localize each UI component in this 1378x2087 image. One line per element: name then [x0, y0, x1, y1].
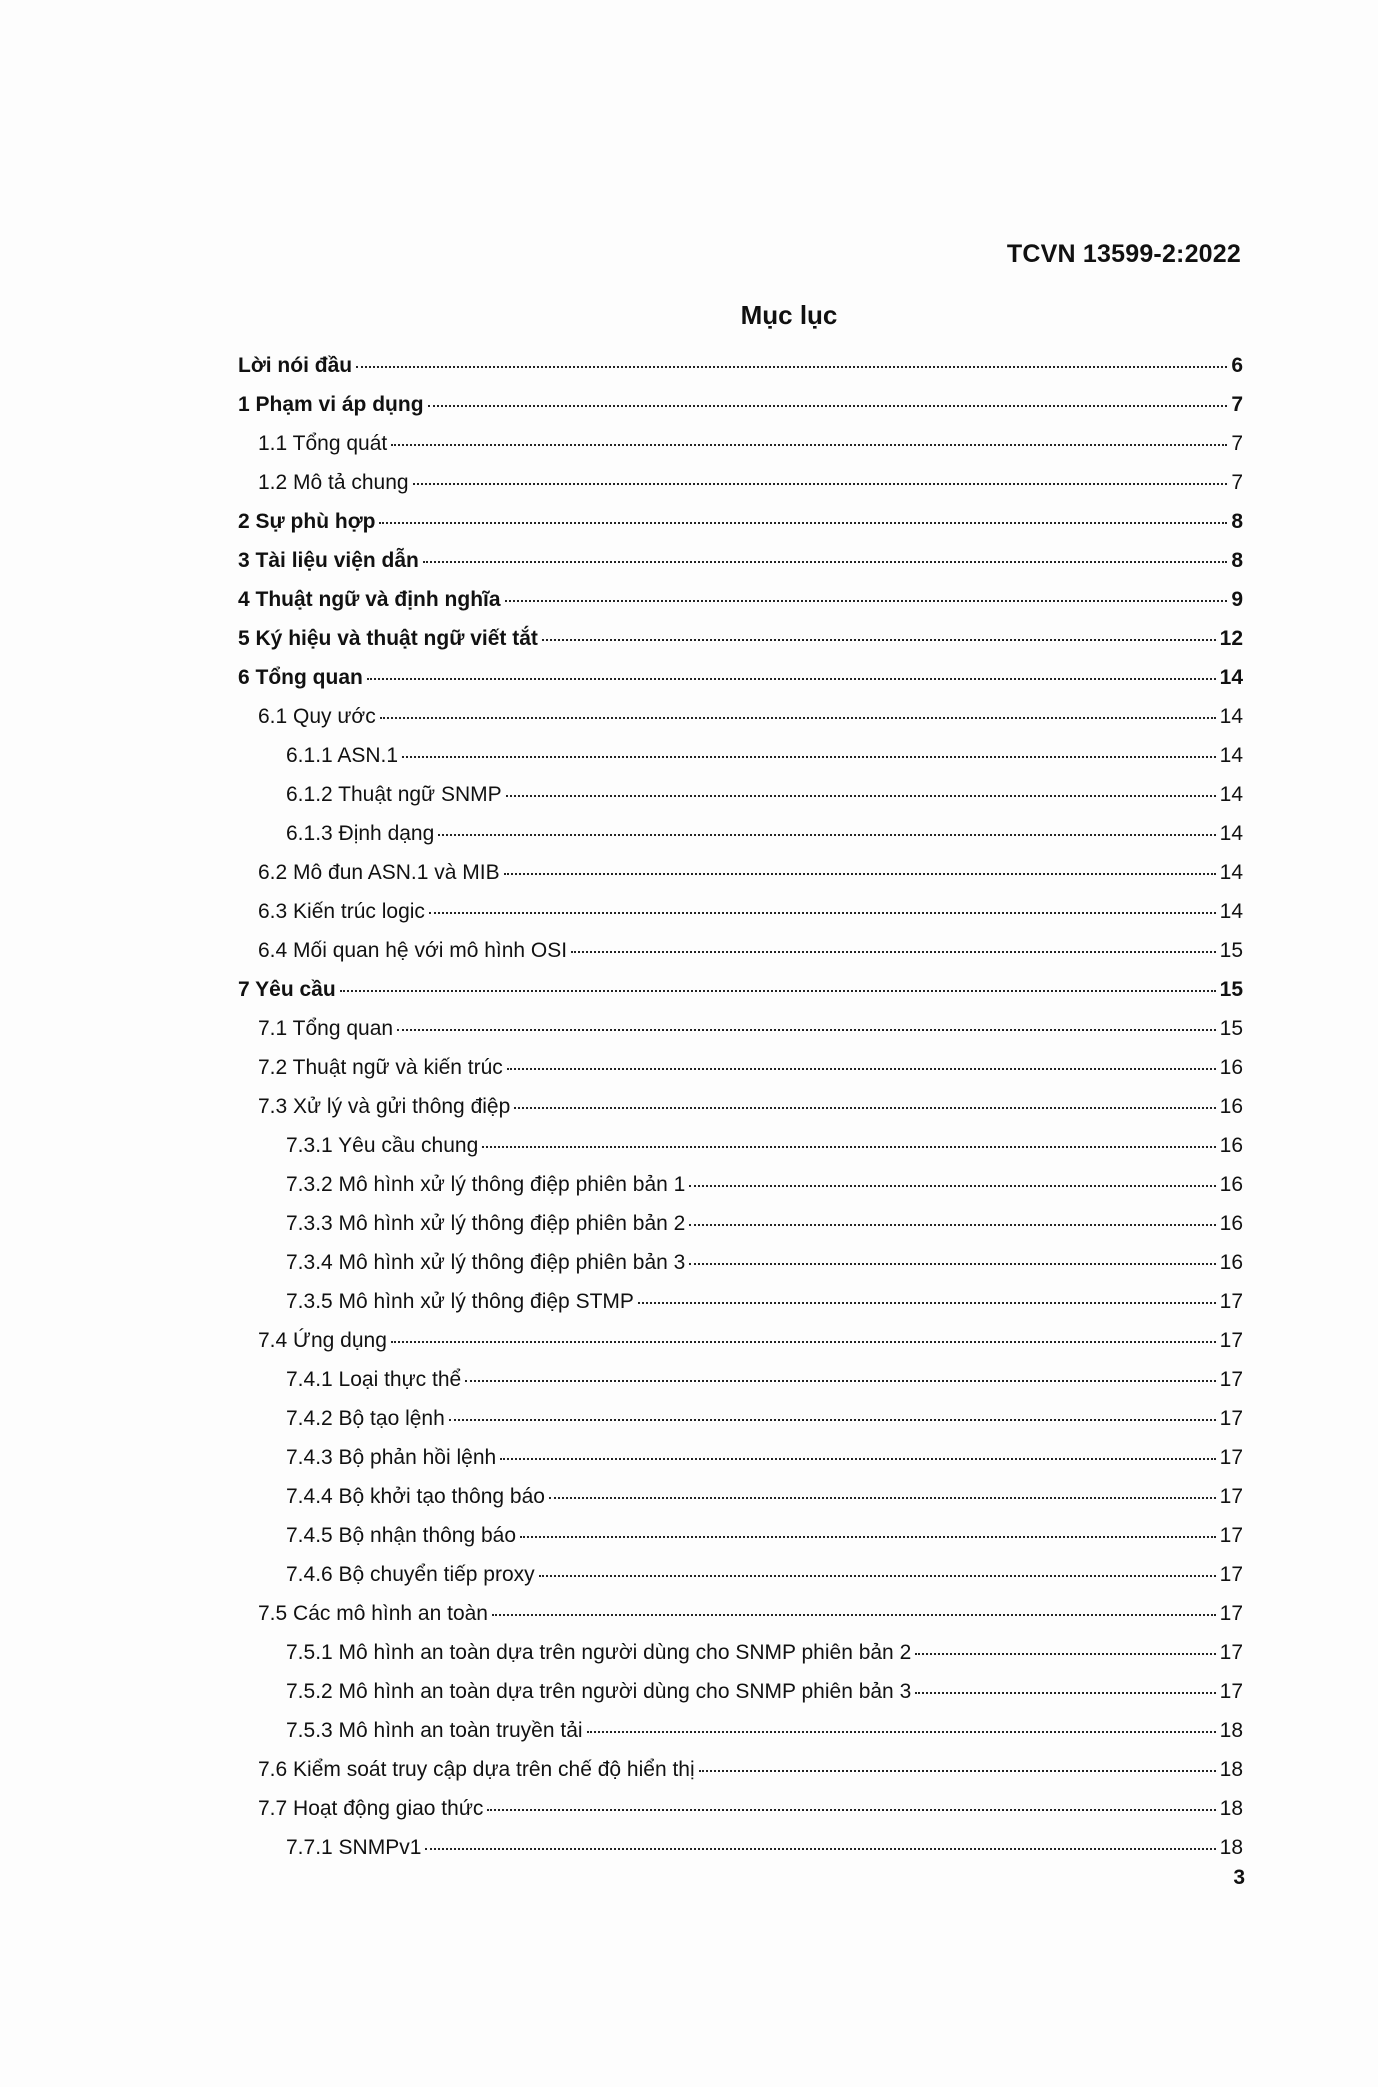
- toc-entry-label: 6.3 Kiến trúc logic: [258, 900, 425, 923]
- toc-entry[interactable]: [238, 853, 1243, 892]
- toc-entry[interactable]: [238, 1282, 1243, 1321]
- toc-leader-dots: [391, 1341, 1216, 1343]
- toc-entry[interactable]: [238, 814, 1243, 853]
- toc-entry-page: 16: [1219, 1095, 1243, 1118]
- toc-entry[interactable]: [238, 1633, 1243, 1672]
- toc-entry-label: 7 Yêu cầu: [238, 978, 336, 1001]
- toc-entry[interactable]: [238, 931, 1243, 970]
- toc-entry[interactable]: [238, 1828, 1243, 1867]
- toc-leader-dots: [571, 951, 1216, 953]
- toc-entry[interactable]: [238, 1594, 1243, 1633]
- toc-entry[interactable]: [238, 1555, 1243, 1594]
- table-of-contents: [238, 346, 1243, 1867]
- toc-leader-dots: [429, 912, 1216, 914]
- toc-entry-page: 12: [1219, 627, 1243, 650]
- toc-leader-dots: [699, 1770, 1216, 1772]
- toc-leader-dots: [413, 483, 1227, 485]
- toc-leader-dots: [379, 522, 1227, 524]
- toc-entry-label: 1.1 Tổng quát: [258, 432, 388, 455]
- toc-entry-page: 17: [1219, 1602, 1243, 1625]
- toc-leader-dots: [428, 405, 1227, 407]
- toc-leader-dots: [465, 1380, 1215, 1382]
- toc-entry-label: 7.1 Tổng quan: [258, 1017, 394, 1040]
- toc-entry-label: 6.1 Quy ước: [258, 705, 376, 728]
- toc-entry[interactable]: [238, 1516, 1243, 1555]
- toc-entry-label: 7.4.2 Bộ tạo lệnh: [286, 1407, 445, 1430]
- toc-leader-dots: [549, 1497, 1216, 1499]
- toc-entry-page: 8: [1231, 549, 1243, 572]
- toc-entry-page: 14: [1219, 705, 1243, 728]
- toc-entry[interactable]: [238, 775, 1243, 814]
- toc-entry-page: 14: [1219, 744, 1243, 767]
- toc-entry-label: 7.6 Kiểm soát truy cập dựa trên chế độ hiển thị: [258, 1758, 695, 1781]
- toc-entry-label: 7.4.4 Bộ khởi tạo thông báo: [286, 1485, 545, 1508]
- toc-entry-label: 2 Sự phù hợp: [238, 510, 376, 533]
- toc-leader-dots: [520, 1536, 1216, 1538]
- toc-entry-label: 6.2 Mô đun ASN.1 và MIB: [258, 861, 500, 884]
- toc-entry-page: 17: [1219, 1680, 1243, 1703]
- toc-entry[interactable]: [238, 1789, 1243, 1828]
- toc-entry-label: 7.5.1 Mô hình an toàn dựa trên người dùng cho SNMP phiên bản 2: [286, 1641, 912, 1664]
- toc-entry[interactable]: [238, 1321, 1243, 1360]
- toc-entry-label: 7.5.2 Mô hình an toàn dựa trên người dùng cho SNMP phiên bản 3: [286, 1680, 912, 1703]
- toc-entry-page: 14: [1219, 861, 1243, 884]
- toc-entry-label: 7.4 Ứng dụng: [258, 1329, 387, 1352]
- page-number: 3: [1233, 1866, 1245, 1889]
- toc-entry[interactable]: [238, 580, 1243, 619]
- toc-entry-page: 18: [1219, 1797, 1243, 1820]
- toc-entry-page: 17: [1219, 1485, 1243, 1508]
- toc-leader-dots: [915, 1692, 1215, 1694]
- toc-leader-dots: [340, 990, 1216, 992]
- toc-leader-dots: [356, 366, 1227, 368]
- toc-leader-dots: [505, 600, 1227, 602]
- toc-entry-page: 17: [1219, 1524, 1243, 1547]
- toc-leader-dots: [514, 1107, 1215, 1109]
- toc-entry-label: 7.2 Thuật ngữ và kiến trúc: [258, 1056, 503, 1079]
- toc-entry-label: 3 Tài liệu viện dẫn: [238, 549, 419, 572]
- toc-leader-dots: [438, 834, 1215, 836]
- toc-entry[interactable]: [238, 1165, 1243, 1204]
- toc-entry-label: 7.3.1 Yêu cầu chung: [286, 1134, 479, 1157]
- toc-leader-dots: [539, 1575, 1216, 1577]
- toc-entry-label: 7.5 Các mô hình an toàn: [258, 1602, 488, 1625]
- toc-entry[interactable]: [238, 1048, 1243, 1087]
- toc-leader-dots: [391, 444, 1227, 446]
- toc-entry[interactable]: [238, 892, 1243, 931]
- toc-entry[interactable]: [238, 541, 1243, 580]
- toc-entry-label: 4 Thuật ngữ và định nghĩa: [238, 588, 501, 611]
- toc-leader-dots: [487, 1809, 1215, 1811]
- toc-leader-dots: [482, 1146, 1215, 1148]
- toc-entry[interactable]: [238, 1243, 1243, 1282]
- toc-leader-dots: [397, 1029, 1216, 1031]
- toc-entry-label: Lời nói đầu: [238, 354, 353, 377]
- toc-entry[interactable]: [238, 736, 1243, 775]
- toc-leader-dots: [542, 639, 1216, 641]
- toc-entry[interactable]: [238, 463, 1243, 502]
- toc-entry-page: 16: [1219, 1173, 1243, 1196]
- toc-entry-page: 18: [1219, 1719, 1243, 1742]
- toc-entry-page: 7: [1231, 432, 1243, 455]
- toc-leader-dots: [492, 1614, 1216, 1616]
- toc-entry-page: 7: [1231, 471, 1243, 494]
- toc-entry[interactable]: [238, 502, 1243, 541]
- toc-entry-label: 7.5.3 Mô hình an toàn truyền tải: [286, 1719, 583, 1742]
- toc-entry-label: 7.3 Xử lý và gửi thông điệp: [258, 1095, 511, 1118]
- toc-entry-label: 7.3.5 Mô hình xử lý thông điệp STMP: [286, 1290, 634, 1313]
- toc-entry-label: 7.3.4 Mô hình xử lý thông điệp phiên bản 3: [286, 1251, 686, 1274]
- toc-entry-label: 6.1.2 Thuật ngữ SNMP: [286, 783, 502, 806]
- toc-leader-dots: [504, 873, 1216, 875]
- toc-entry-page: 14: [1219, 822, 1243, 845]
- toc-entry-page: 16: [1219, 1251, 1243, 1274]
- toc-entry[interactable]: [238, 658, 1243, 697]
- toc-leader-dots: [425, 1848, 1215, 1850]
- document-code: TCVN 13599-2:2022: [1006, 240, 1241, 268]
- toc-entry-page: 8: [1231, 510, 1243, 533]
- toc-entry-page: 15: [1219, 978, 1243, 1001]
- toc-entry-page: 15: [1219, 939, 1243, 962]
- toc-entry[interactable]: [238, 1438, 1243, 1477]
- toc-entry-page: 7: [1231, 393, 1243, 416]
- toc-entry-label: 6.4 Mối quan hệ với mô hình OSI: [258, 939, 568, 962]
- toc-leader-dots: [500, 1458, 1215, 1460]
- toc-entry[interactable]: [238, 1477, 1243, 1516]
- toc-entry-page: 6: [1231, 354, 1243, 377]
- toc-entry[interactable]: [238, 1672, 1243, 1711]
- toc-entry-page: 17: [1219, 1641, 1243, 1664]
- toc-entry-page: 17: [1219, 1407, 1243, 1430]
- toc-leader-dots: [507, 1068, 1216, 1070]
- toc-entry[interactable]: [238, 1711, 1243, 1750]
- toc-entry-label: 7.3.2 Mô hình xử lý thông điệp phiên bản 1: [286, 1173, 686, 1196]
- toc-entry-page: 14: [1219, 783, 1243, 806]
- toc-entry-label: 6 Tổng quan: [238, 666, 363, 689]
- toc-entry-page: 17: [1219, 1368, 1243, 1391]
- toc-entry[interactable]: [238, 697, 1243, 736]
- toc-entry[interactable]: [238, 1750, 1243, 1789]
- toc-entry-label: 5 Ký hiệu và thuật ngữ viết tắt: [238, 627, 538, 650]
- toc-entry[interactable]: [238, 385, 1243, 424]
- toc-entry-page: 18: [1219, 1836, 1243, 1859]
- toc-leader-dots: [689, 1263, 1215, 1265]
- toc-leader-dots: [449, 1419, 1216, 1421]
- toc-leader-dots: [638, 1302, 1216, 1304]
- toc-entry-page: 16: [1219, 1056, 1243, 1079]
- toc-leader-dots: [587, 1731, 1216, 1733]
- toc-entry[interactable]: [238, 346, 1243, 385]
- toc-leader-dots: [506, 795, 1216, 797]
- toc-leader-dots: [380, 717, 1216, 719]
- toc-entry-label: 7.4.1 Loại thực thể: [286, 1368, 462, 1391]
- toc-entry[interactable]: [238, 1204, 1243, 1243]
- toc-entry[interactable]: [238, 970, 1243, 1009]
- toc-entry-label: 7.4.3 Bộ phản hồi lệnh: [286, 1446, 497, 1469]
- toc-entry-page: 16: [1219, 1134, 1243, 1157]
- toc-entry-page: 16: [1219, 1212, 1243, 1235]
- toc-entry-label: 7.4.6 Bộ chuyển tiếp proxy: [286, 1563, 535, 1586]
- toc-entry-page: 17: [1219, 1329, 1243, 1352]
- toc-leader-dots: [689, 1224, 1215, 1226]
- toc-entry-label: 6.1.3 Định dạng: [286, 822, 435, 845]
- toc-leader-dots: [367, 678, 1216, 680]
- toc-entry[interactable]: [238, 1126, 1243, 1165]
- toc-entry-page: 14: [1219, 666, 1243, 689]
- toc-leader-dots: [402, 756, 1216, 758]
- toc-entry[interactable]: [238, 1009, 1243, 1048]
- toc-leader-dots: [689, 1185, 1215, 1187]
- toc-entry-page: 17: [1219, 1563, 1243, 1586]
- toc-entry[interactable]: [238, 1087, 1243, 1126]
- toc-entry-page: 9: [1231, 588, 1243, 611]
- toc-entry-page: 17: [1219, 1290, 1243, 1313]
- toc-entry-label: 7.7.1 SNMPv1: [286, 1836, 422, 1859]
- toc-entry-page: 18: [1219, 1758, 1243, 1781]
- toc-leader-dots: [423, 561, 1227, 563]
- toc-entry-page: 15: [1219, 1017, 1243, 1040]
- toc-entry-label: 7.3.3 Mô hình xử lý thông điệp phiên bản 2: [286, 1212, 686, 1235]
- toc-entry[interactable]: [238, 1399, 1243, 1438]
- toc-entry-label: 7.4.5 Bộ nhận thông báo: [286, 1524, 517, 1547]
- toc-title: Mục lục: [740, 300, 838, 330]
- toc-entry[interactable]: [238, 619, 1243, 658]
- toc-entry-label: 1 Phạm vi áp dụng: [238, 393, 424, 416]
- toc-entry-page: 17: [1219, 1446, 1243, 1469]
- toc-entry[interactable]: [238, 424, 1243, 463]
- toc-entry-label: 1.2 Mô tả chung: [258, 471, 409, 494]
- toc-entry-page: 14: [1219, 900, 1243, 923]
- toc-entry-label: 7.7 Hoạt động giao thức: [258, 1797, 484, 1820]
- toc-entry-label: 6.1.1 ASN.1: [286, 744, 399, 767]
- toc-leader-dots: [915, 1653, 1215, 1655]
- toc-entry[interactable]: [238, 1360, 1243, 1399]
